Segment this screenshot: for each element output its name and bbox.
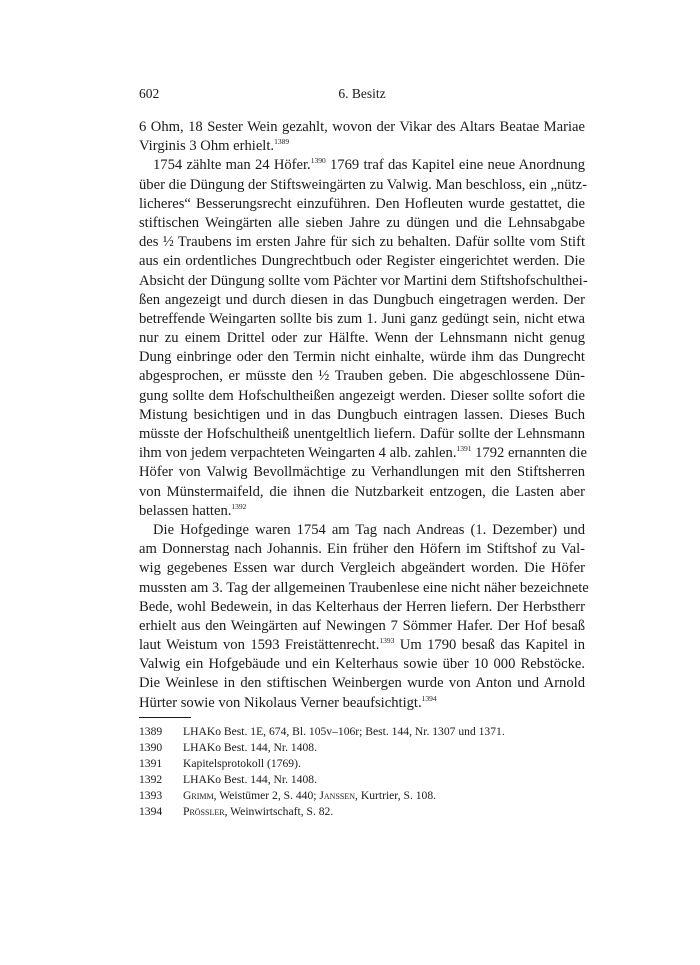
page-number: 602 bbox=[139, 86, 160, 101]
text-line: Mistung besichtigen und in das Dungbuch eintragen lassen. Dieses Buch bbox=[139, 406, 585, 423]
footnote bbox=[139, 724, 585, 740]
text-line: Höfer von Valwig Bevollmächtige zu Verhandlungen mit den Stiftsherren bbox=[139, 464, 585, 481]
page-header bbox=[139, 86, 585, 106]
footnote-ref[interactable]: 1390 bbox=[310, 156, 326, 166]
text-line: wig gegebenes Essen war durch Vergleich abgeändert worden. Die Höfer bbox=[139, 560, 585, 577]
footnote-ref[interactable]: 1391 bbox=[456, 444, 472, 454]
footnote-author: Grimm bbox=[183, 789, 214, 802]
text-line: ßen angezeigt und durch diesen in das Dungbuch eingetragen werden. Der bbox=[139, 291, 585, 308]
footnote-number: 1392 bbox=[139, 773, 163, 786]
footnote-number: 1393 bbox=[139, 789, 163, 802]
footnote-separator bbox=[139, 717, 191, 718]
text-line: gung sollte dem Hofschultheißen angezeigt werden. Dieser sollte sofort die bbox=[139, 387, 585, 404]
footnote bbox=[139, 756, 585, 772]
text-line: am Donnerstag nach Johannis. Ein früher den Höfern im Stiftshof zu Val- bbox=[139, 541, 585, 558]
footnote bbox=[139, 772, 585, 788]
footnote-text: LHAKo Best. 144, Nr. 1408. bbox=[183, 773, 317, 786]
footnote-number: 1394 bbox=[139, 805, 163, 818]
text-line: Dung einbringe oder den Termin nicht einhalte, würde ihm das Dungrecht bbox=[139, 349, 585, 366]
footnote-text: LHAKo Best. 144, Nr. 1408. bbox=[183, 741, 317, 754]
footnote-ref[interactable]: 1393 bbox=[379, 636, 395, 646]
body-text bbox=[139, 118, 589, 713]
text-line: Die Weinlese in den stiftischen Weinbergen wurde von Anton und Arnold bbox=[139, 675, 585, 692]
text-line: Virginis 3 Ohm erhielt.$^{1389}$ bbox=[139, 137, 290, 155]
footnotes bbox=[139, 724, 585, 820]
text-line: von Münstermaifeld, die ihnen die Nutzbarkeit entzogen, die Lasten aber bbox=[139, 483, 585, 500]
text-line: licheres“ Besserungsrecht einzuführen. Den Hofleuten wurde gestattet, die bbox=[139, 195, 585, 212]
text-line: Valwig ein Hofgebäude und ein Kelterhaus sowie über 10 000 Rebstöcke. bbox=[139, 656, 585, 673]
text-line: Absicht der Düngung sollte vom Pächter vor Martini dem Stiftshofschulthei- bbox=[139, 272, 588, 289]
text-line: laut Weistum von 1593 Freistättenrecht.$^{1393}$ Um 1790 besaß das Kapitel in bbox=[139, 636, 585, 654]
text-line: des ½ Traubens im ersten Jahre für sich zu behalten. Dafür sollte vom Stift bbox=[139, 234, 585, 251]
footnote-number: 1391 bbox=[139, 757, 163, 770]
text-line: mussten am 3. Tag der allgemeinen Traubenlese eine nicht näher bezeichnete bbox=[139, 579, 589, 596]
text-line: aus ein ordentliches Dungrechtbuch oder Register eingerichtet werden. Die bbox=[139, 253, 585, 270]
text-line: belassen hatten.$^{1392}$ bbox=[139, 501, 247, 519]
footnote-ref[interactable]: 1392 bbox=[231, 501, 247, 511]
footnote bbox=[139, 740, 585, 756]
text-line: über die Düngung der Stiftsweingärten zu Valwig. Man beschloss, ein „nütz- bbox=[139, 176, 587, 193]
text-line: stiftischen Weingärten alle sieben Jahre zu düngen und die Lehnsabgabe bbox=[139, 214, 585, 231]
text-line: 1754 zählte man 24 Höfer.$^{1390}$ 1769 traf das Kapitel eine neue Anordnung bbox=[153, 156, 585, 174]
text-line: müsste der Hofschultheiß unentgeltlich liefern. Dafür sollte der Lehnsmann bbox=[139, 426, 585, 442]
text-line: ihm von jedem verpachteten Weingarten 4 alb. zahlen.$^{1391}$ 1792 ernannten die bbox=[139, 444, 587, 462]
footnote-text: LHAKo Best. 1E, 674, Bl. 105v–106r; Best. 144, Nr. 1307 und 1371. bbox=[183, 725, 505, 738]
running-head: 6. Besitz bbox=[338, 86, 386, 101]
footnote: 1394 Prössler, Weinwirtschaft, S. 82. bbox=[139, 805, 334, 818]
footnote-number: 1389 bbox=[139, 725, 163, 738]
footnote-number: 1390 bbox=[139, 741, 163, 754]
text-line: 6 Ohm, 18 Sester Wein gezahlt, wovon der Vikar des Altars Beatae Mariae bbox=[139, 119, 585, 135]
text-line: Die Hofgedinge waren 1754 am Tag nach Andreas (1. Dezember) und bbox=[153, 521, 585, 538]
text-line: erhielt aus den Weingärten auf Newingen 7 Sömmer Hafer. Der Hof besaß bbox=[139, 617, 585, 634]
text-line: nur zu einem Drittel oder zur Hälfte. Wenn der Lehnsmann nicht genug bbox=[139, 330, 585, 347]
footnote: 1393 Grimm, Weistümer 2, S. 440; Janssen, Kurtrier, S. 108. bbox=[139, 789, 437, 802]
footnote-text: Kapitelsprotokoll (1769). bbox=[183, 757, 301, 770]
footnote-author: Janssen bbox=[319, 789, 356, 802]
footnote-ref[interactable]: 1389 bbox=[274, 137, 290, 147]
text-line: Hürter sowie von Nikolaus Verner beaufsichtigt.$^{1394}$ bbox=[139, 693, 437, 711]
text-line: abgesprochen, er müsste den ½ Trauben geben. Die abgeschlossene Dün- bbox=[139, 368, 585, 385]
text-line: Bede, wohl Bedewein, in das Kelterhaus der Herren liefern. Der Herbstherr bbox=[139, 598, 585, 615]
footnote-author: Prössler bbox=[183, 805, 225, 818]
footnote-ref[interactable]: 1394 bbox=[421, 693, 437, 703]
text-line: betreffende Weingarten sollte bis zum 1. Juni ganz gedüngt sein, nicht etwa bbox=[139, 310, 585, 327]
